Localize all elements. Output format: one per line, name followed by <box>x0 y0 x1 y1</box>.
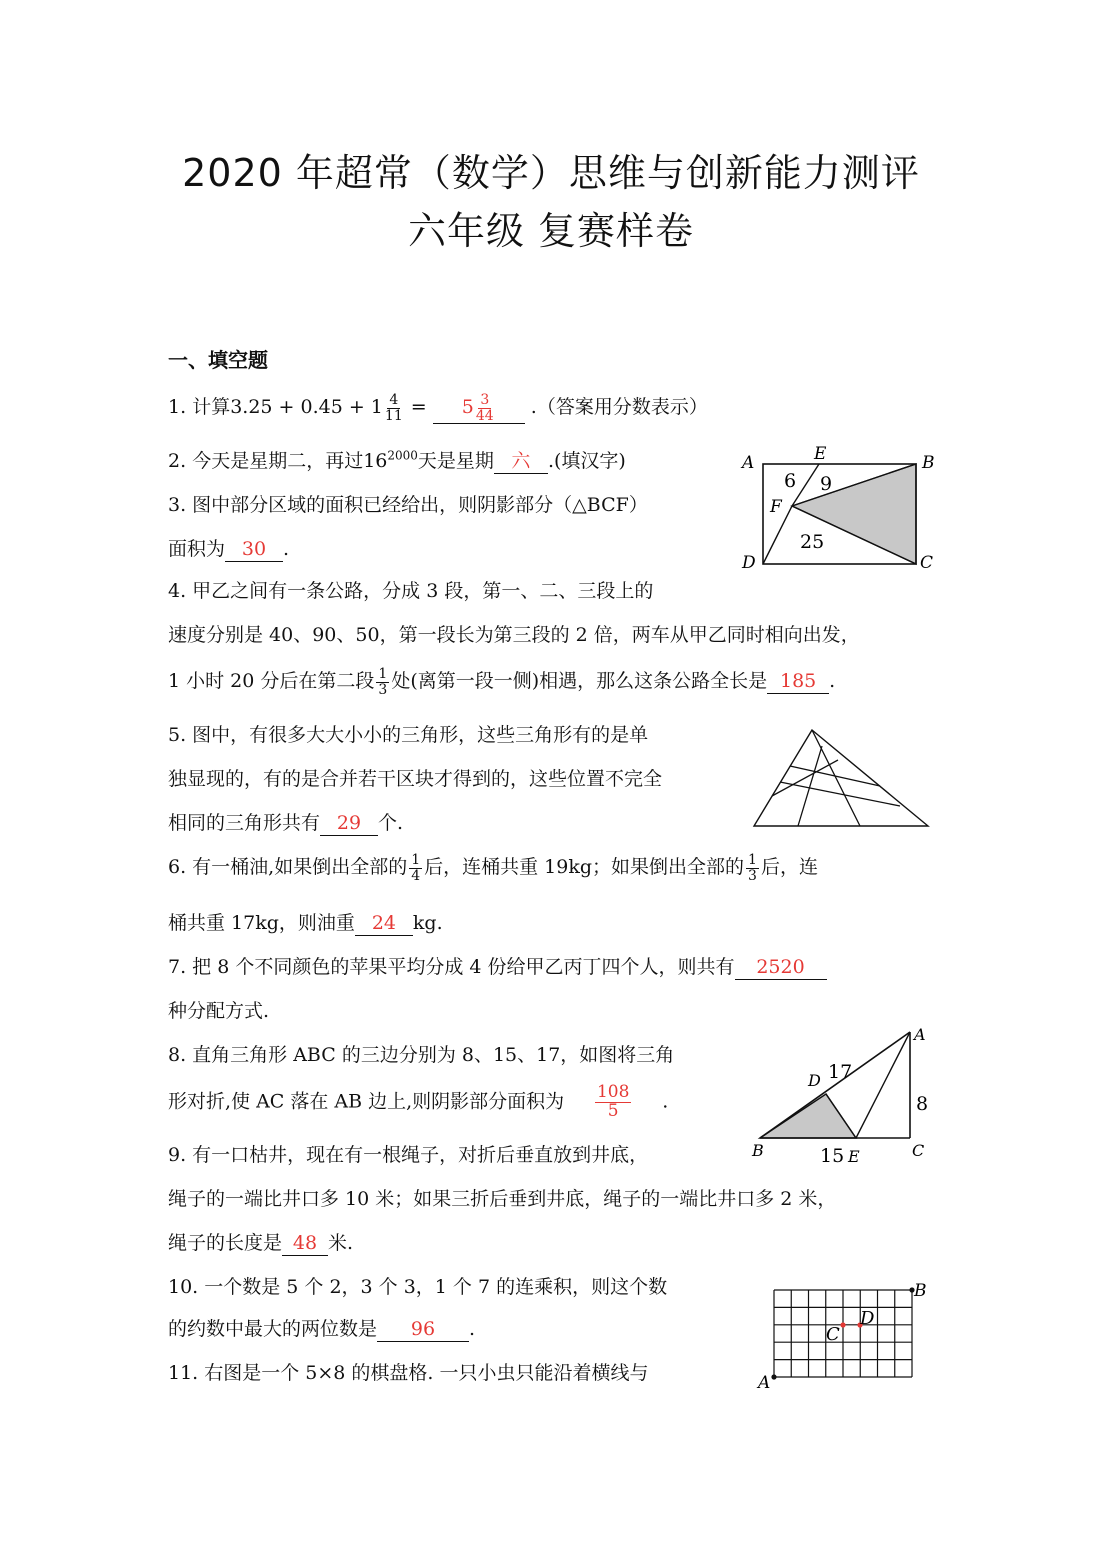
question-1: 1. 计算3.25 + 0.45 + 1 $\frac{4}{11}$ = 5 $\frac{3}{44}$ .（答案用分数表示） <box>168 391 708 424</box>
answer-8-denominator: 5 <box>607 1100 619 1121</box>
question-10-line2: 的约数中最大的两位数是 96 . <box>168 1318 476 1340</box>
question-6-line2: 桶共重 17kg，则油重 24 kg. <box>168 912 443 934</box>
question-6-line1: 6. 有一桶油,如果倒出全部的 $\frac{1}{4}$ 后，连桶共重 19kg；如果倒出全部的 $\frac{1}{3}$ 后，连 <box>168 851 818 884</box>
figure-triangle-count <box>750 726 932 830</box>
label-b: B <box>922 453 935 473</box>
point-c <box>840 1322 845 1327</box>
question-4-line1: 4. 甲乙之间有一条公路，分成 3 段，第一、二、三段上的 <box>168 580 654 602</box>
question-5-line1: 5. 图中，有很多大大小小的三角形，这些三角形有的是单 <box>168 724 649 746</box>
answer-5: 29 <box>336 812 362 834</box>
figure-right-triangle-abc <box>750 1022 934 1168</box>
answer-2: 六 <box>511 450 531 472</box>
answer-9: 48 <box>292 1232 318 1254</box>
section-heading: 一、填空题 <box>168 348 268 372</box>
label-e: E <box>848 1147 860 1166</box>
question-3-line2: 面积为 30 . <box>168 538 290 560</box>
answer-6: 24 <box>371 912 396 934</box>
label-b: B <box>752 1141 764 1160</box>
point-a <box>771 1374 776 1379</box>
question-10-line1: 10. 一个数是 5 个 2，3 个 3，1 个 7 的连乘积，则这个数 <box>168 1276 668 1298</box>
side-15: 15 <box>820 1145 845 1167</box>
question-9-line2: 绳子的一端比井口多 10 米；如果三折后垂到井底，绳子的一端比井口多 2 米， <box>168 1188 837 1210</box>
side-8: 8 <box>916 1093 929 1115</box>
side-17: 17 <box>828 1061 853 1083</box>
page-title: 2020 年超常（数学）思维与创新能力测评 <box>182 151 920 195</box>
question-7-line2: 种分配方式. <box>168 1000 270 1022</box>
answer-4: 185 <box>780 670 817 692</box>
question-2: 2. 今天是星期二，再过$16^{2000}$天是星期 六 .(填汉字) <box>168 448 626 472</box>
question-8-line1: 8. 直角三角形 ABC 的三边分别为 8、15、17，如图将三角 <box>168 1044 675 1066</box>
question-9-line1: 9. 有一口枯井，现在有一根绳子，对折后垂直放到井底， <box>168 1144 649 1166</box>
label-d: D <box>860 1308 875 1329</box>
area-25: 25 <box>800 531 825 553</box>
area-6: 6 <box>784 470 797 492</box>
label-b: B <box>914 1281 927 1301</box>
label-d: D <box>742 553 756 573</box>
label-a: A <box>742 453 755 473</box>
page-subtitle: 六年级 复赛样卷 <box>407 209 695 253</box>
label-e: E <box>814 444 827 464</box>
question-4-line3: 1 小时 20 分后在第二段 $\frac{1}{3}$ 处(离第一段一侧)相遇，那么这条公路全长是 185 . <box>168 665 836 698</box>
figure-rectangle-abcd <box>736 444 942 576</box>
label-c: C <box>826 1324 840 1345</box>
label-a: A <box>914 1025 926 1044</box>
answer-8-numerator: 108 <box>596 1082 630 1102</box>
label-a: A <box>758 1373 771 1390</box>
label-f: F <box>770 497 782 517</box>
label-d: D <box>808 1071 821 1090</box>
question-5-line2: 独显现的，有的是合并若干区块才得到的，这些位置不完全 <box>168 768 663 790</box>
answer-10: 96 <box>410 1318 436 1340</box>
answer-3: 30 <box>241 538 267 560</box>
question-7-line1: 7. 把 8 个不同颜色的苹果平均分成 4 份给甲乙丙丁四个人，则共有 2520 <box>168 952 827 980</box>
answer-blank-1: 5 $\frac{3}{44}$ <box>433 393 525 424</box>
label-c: C <box>920 553 934 573</box>
figure-chessboard-grid <box>754 1278 934 1390</box>
area-9: 9 <box>820 473 833 495</box>
answer-7: 2520 <box>756 956 805 978</box>
question-9-line3: 绳子的长度是 48 米. <box>168 1232 354 1254</box>
question-5-line3: 相同的三角形共有 29 个. <box>168 812 404 834</box>
question-8-line2: 形对折,使 AC 落在 AB 边上,则阴影部分面积为 $\frac{108}{5}$ . <box>168 1082 669 1121</box>
question-11-line1: 11. 右图是一个 5×8 的棋盘格. 一只小虫只能沿着横线与 <box>168 1362 649 1384</box>
question-3-line1: 3. 图中部分区域的面积已经给出，则阴影部分（△BCF） <box>168 494 648 516</box>
label-c: C <box>912 1141 925 1160</box>
question-4-line2: 速度分别是 40、90、50，第一段长为第三段的 2 倍，两车从甲乙同时相向出发， <box>168 624 860 646</box>
